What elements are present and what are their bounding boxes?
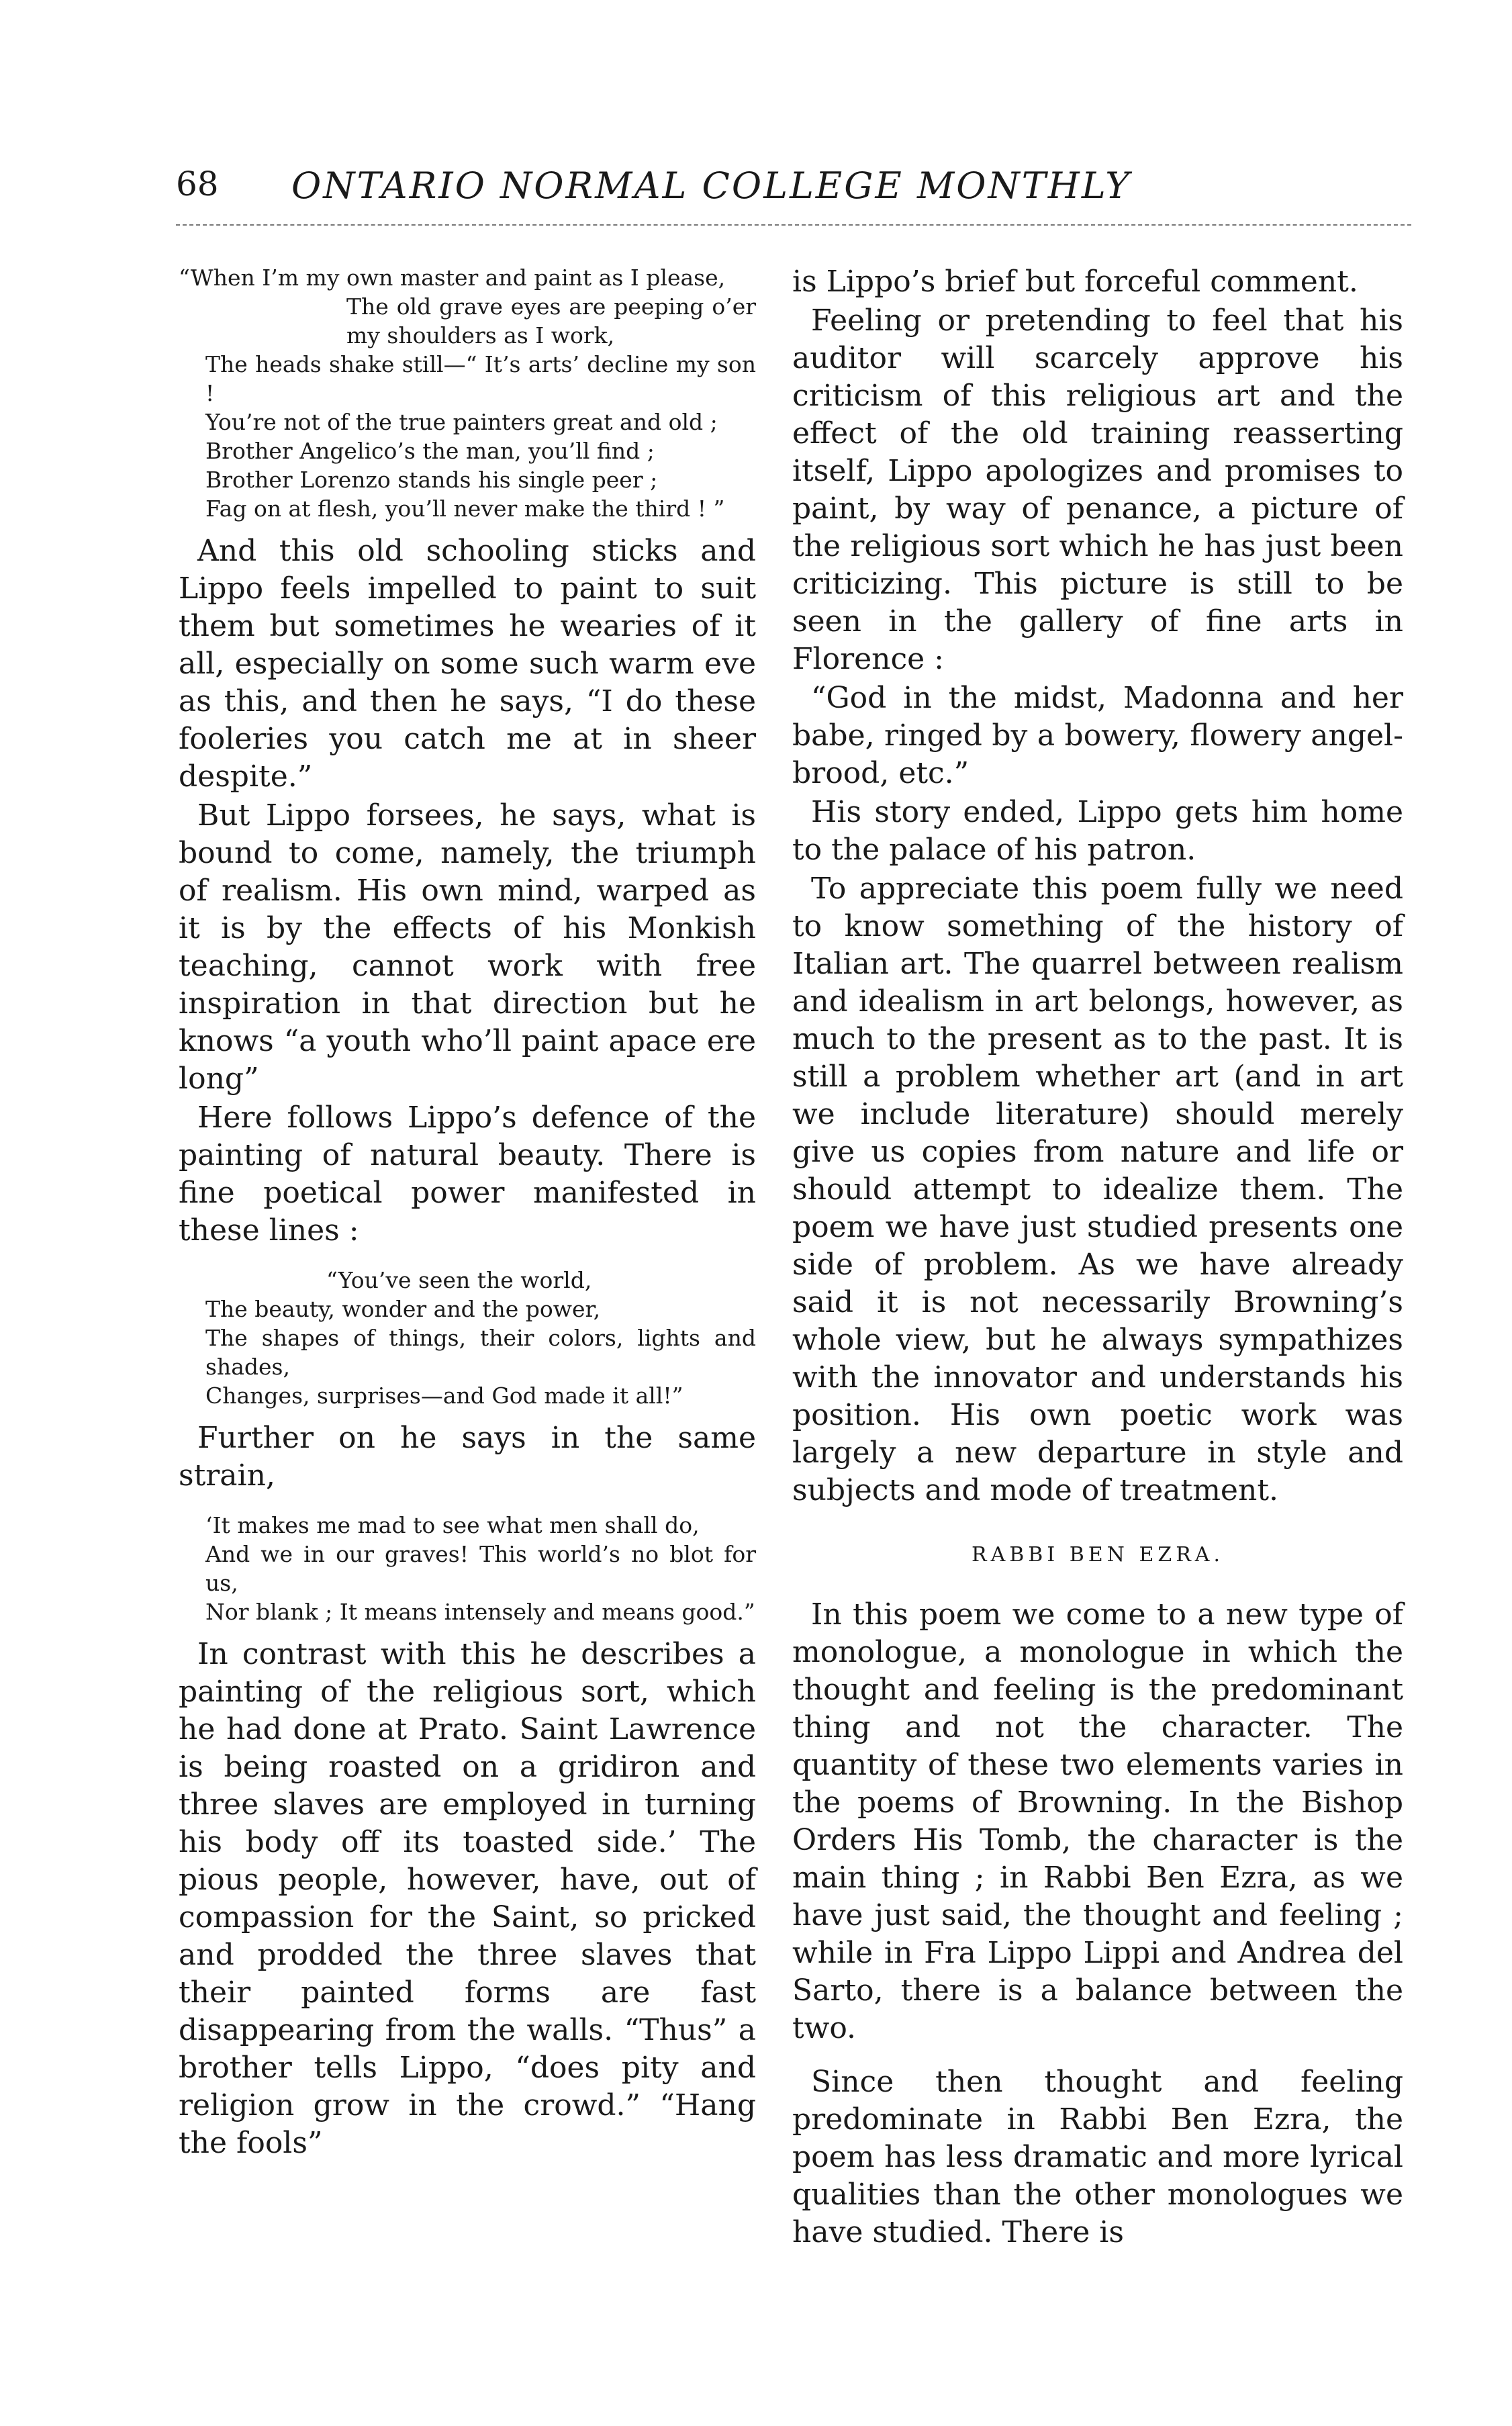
paragraph: Further on he says in the same strain, bbox=[179, 1421, 756, 1493]
quote-line: Nor blank ; It means intensely and means good.” bbox=[205, 1599, 755, 1625]
right-column bbox=[792, 263, 1403, 2253]
quote-line: Changes, surprises—and God made it all!” bbox=[205, 1383, 683, 1409]
quote-line: “When I’m my own master and paint as I please, bbox=[179, 265, 726, 291]
quote-line: You’re not of the true painters great and old ; bbox=[205, 409, 718, 435]
paragraph: Here follows Lippo’s defence of the painting of natural beauty. There is fine poetical power manifested in these lines : bbox=[179, 1101, 756, 1248]
paragraph: His story ended, Lippo gets him home to the palace of his patron. bbox=[792, 795, 1403, 867]
journal-title: ONTARIO NORMAL COLLEGE MONTHLY bbox=[291, 165, 1131, 207]
quote-line: The shapes of things, their colors, lights and shades, bbox=[205, 1325, 756, 1380]
paragraph: And this old schooling sticks and Lippo feels impelled to paint to suit them but sometimes he wearies of it all, especially on some such warm eve as this, and then he says, “I do these fooleries you catch me at in sheer despite.” bbox=[179, 534, 756, 794]
paragraph: In this poem we come to a new type of monologue, a monologue in which the thought and feeling is the predominant thing and not the character. The quantity of these two elements varies in the poems of Browning. In the Bishop Orders His Tomb, the character is the main thing ; in Rabbi Ben Ezra, as we have just said, the thought and feeling ; while in Fra Lippo Lippi and Andrea del Sarto, there is a balance between the two. bbox=[792, 1597, 1403, 2045]
quote-line: Fag on at flesh, you’ll never make the third ! ” bbox=[205, 496, 725, 522]
paragraph: is Lippo’s brief but forceful comment. bbox=[792, 265, 1358, 299]
paragraph: Feeling or pretending to feel that his auditor will scarcely approve his criticism of this religious art and the effect of the old training reasserting itself, Lippo apologizes and promises to paint, by way of penance, a picture of the religious sort which he has just been criticizing. This picture is still to be seen in the gallery of fine arts in Florence : bbox=[792, 304, 1403, 676]
quote-line: And we in our graves! This world’s no blot for us, bbox=[205, 1541, 756, 1596]
paragraph: “God in the midst, Madonna and her babe, ringed by a bowery, flowery angel-brood, etc.” bbox=[792, 681, 1403, 790]
left-column bbox=[179, 263, 756, 2163]
section-heading: RABBI BEN EZRA. bbox=[972, 1543, 1224, 1567]
quote-line: The beauty, wonder and the power, bbox=[205, 1296, 601, 1322]
quote-line: “You’ve seen the world, bbox=[326, 1267, 592, 1293]
page-number: 68 bbox=[176, 165, 219, 203]
poem-quote bbox=[179, 1266, 756, 1410]
poem-quote bbox=[179, 1511, 756, 1626]
header-rule bbox=[176, 224, 1411, 226]
quote-line: ‘It makes me mad to see what men shall do, bbox=[205, 1512, 700, 1538]
paragraph: But Lippo forsees, he says, what is bound to come, namely, the triumph of realism. His own mind, warped as it is by the effects of his Monkish teaching, cannot work with free inspiration in that direction but he knows “a youth who’ll paint apace ere long” bbox=[179, 798, 756, 1096]
quote-line: The old grave eyes are peeping o’er my shoulders as I work, bbox=[346, 293, 756, 348]
page-header bbox=[176, 165, 1418, 205]
paragraph: Since then thought and feeling predominate in Rabbi Ben Ezra, the poem has less dramatic and more lyrical qualities than the other monologues we have studied. There is bbox=[792, 2065, 1403, 2249]
quote-line: The heads shake still—“ It’s arts’ decline my son ! bbox=[205, 351, 756, 406]
poem-quote bbox=[179, 263, 756, 523]
quote-line: Brother Lorenzo stands his single peer ; bbox=[205, 467, 658, 493]
quote-line: Brother Angelico’s the man, you’ll find ; bbox=[205, 438, 655, 464]
paragraph: To appreciate this poem fully we need to know something of the history of Italian art. The quarrel between realism and idealism in art belongs, however, as much to the present as to the past. It is still a problem whether art (and in art we include literature) should merely give us copies from nature and life or should attempt to idealize them. The poem we have just studied presents one side of problem. As we have already said it is not necessarily Browning’s whole view, but he always sympathizes with the innovator and understands his position. His own poetic work was largely a new departure in style and subjects and mode of treatment. bbox=[792, 872, 1403, 1507]
paragraph: In contrast with this he describes a painting of the religious sort, which he had done at Prato. Saint Lawrence is being roasted on a gridiron and three slaves are employed in turning his body off its toasted side.’ The pious people, however, have, out of compassion for the Saint, so pricked and prodded the three slaves that their painted forms are fast disappearing from the walls. “Thus” a brother tells Lippo, “does pity and religion grow in the crowd.” “Hang the fools” bbox=[179, 1637, 756, 2160]
